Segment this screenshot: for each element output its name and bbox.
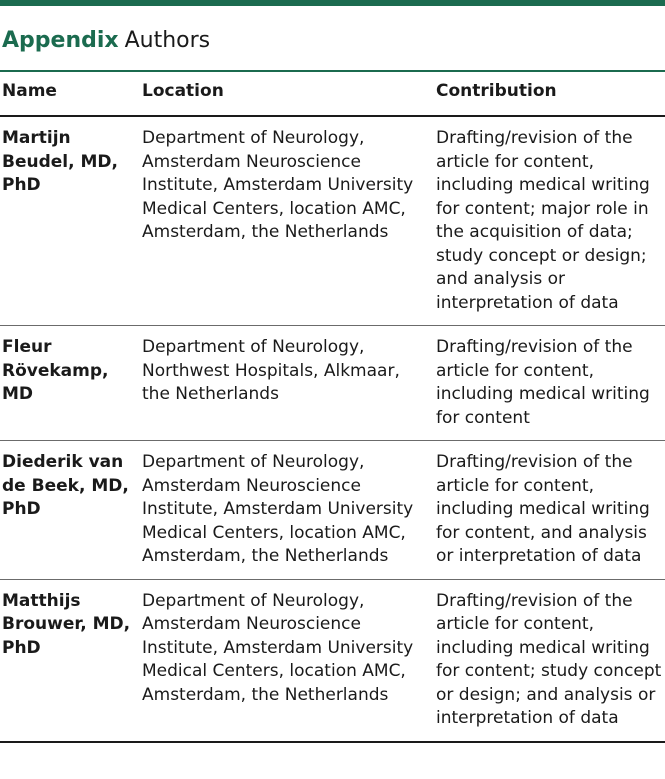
author-location: Department of Neurology, Amsterdam Neuroscience Institute, Amsterdam University Medical Centers, location AMC, Amsterdam, the Netherlands <box>140 441 434 580</box>
table-row <box>0 326 665 441</box>
appendix-label: Appendix <box>2 28 119 53</box>
author-contribution: Drafting/revision of the article for content, including medical writing for content; study concept or design; and analysis or interpretation of data <box>434 579 665 742</box>
column-header-name: Name <box>0 72 140 116</box>
author-name: Fleur Rövekamp, MD <box>0 326 140 441</box>
column-header-contribution: Contribution <box>434 72 665 116</box>
author-contribution: Drafting/revision of the article for content, including medical writing for content, and analysis or interpretation of data <box>434 441 665 580</box>
author-location: Department of Neurology, Amsterdam Neuroscience Institute, Amsterdam University Medical Centers, location AMC, Amsterdam, the Netherlands <box>140 579 434 742</box>
page-title <box>2 27 210 55</box>
table-row <box>0 441 665 580</box>
author-name: Diederik van de Beek, MD, PhD <box>0 441 140 580</box>
author-name: Martijn Beudel, MD, PhD <box>0 116 140 326</box>
table-header-row <box>0 72 665 116</box>
authors-table <box>0 72 665 743</box>
table-row <box>0 579 665 742</box>
author-location: Department of Neurology, Northwest Hospitals, Alkmaar, the Netherlands <box>140 326 434 441</box>
top-accent-bar <box>0 0 665 6</box>
author-location: Department of Neurology, Amsterdam Neuroscience Institute, Amsterdam University Medical Centers, location AMC, Amsterdam, the Netherlands <box>140 116 434 326</box>
author-contribution: Drafting/revision of the article for content, including medical writing for content; major role in the acquisition of data; study concept or design; and analysis or interpretation of data <box>434 116 665 326</box>
authors-label: Authors <box>124 28 211 53</box>
author-name: Matthijs Brouwer, MD, PhD <box>0 579 140 742</box>
column-header-location: Location <box>140 72 434 116</box>
table-row <box>0 116 665 326</box>
author-contribution: Drafting/revision of the article for content, including medical writing for content <box>434 326 665 441</box>
